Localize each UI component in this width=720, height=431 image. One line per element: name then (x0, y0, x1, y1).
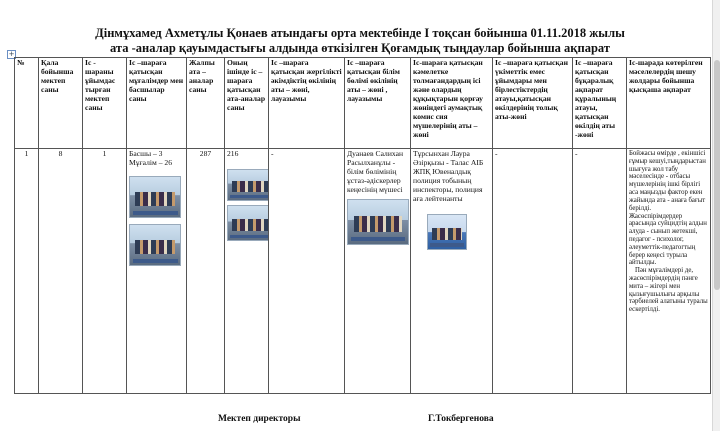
event-photo (347, 199, 409, 245)
ngo-cell: - (493, 149, 573, 394)
document-title-line-2: ата -аналар қауымдастығы алдында өткізілген Қоғамдық тыңдаулар бойынша ақпарат (110, 41, 610, 55)
summary-paragraph: Бойжасы өмірде , екіншісі ғұмыр кешуі,тыңдарыстан шығуға жол табу мәселесінде - отбасы мүшелерінің ішкі бірлігі аса маңызды фактор екен жайында ата - анаға бағыт берілді. (629, 150, 706, 212)
row-number: 1 (15, 149, 39, 394)
header-cell: Іс –шараға қатысқан жергілікті әкімдіктің өкілінің аты – жөні, лауазымы (269, 58, 345, 149)
header-cell: Іс-шарада көтерілген мәселелердің шешу жолдары бойынша қысқаша ақпарат (627, 58, 711, 149)
teachers-cell (127, 149, 187, 394)
header-cell: Оның ішінде іс –шараға қатысқан ата-аналар саны (225, 58, 269, 149)
header-cell: Іс –шараға қатысқан білім бөлімі өкілінің аты – жөні , лауазымы (345, 58, 411, 149)
header-cell: Іс –шараға қатысқан бұқаралық ақпарат құралының атауы, қатысқан өкілдің аты -жөні (573, 58, 627, 149)
scrollbar-thumb[interactable] (714, 60, 720, 290)
director-name: Г.Токбергенова (428, 414, 494, 424)
table-row (15, 149, 711, 394)
event-photo (227, 205, 269, 241)
event-photo (129, 224, 181, 266)
city-schools-count: 8 (39, 149, 83, 394)
commission-member: Тұрсынхан Лаура Әзірқызы - Талас АІБ ЖПҚ Ювеналдық полиция тобының инспекторы, полиция аға лейтенанты (413, 149, 484, 203)
table-move-handle-icon[interactable]: + (8, 50, 15, 58)
organizing-schools-count: 1 (83, 149, 127, 394)
header-cell: № (15, 58, 39, 149)
teachers-count: Басшы – 3 Мұғалім – 26 (129, 149, 172, 167)
total-parents-count: 287 (187, 149, 225, 394)
participating-parents-count: 216 (227, 149, 239, 158)
document-title-line-1: Дінмұхамед Ахметұлы Қонаев атындағы орта мектебінде І тоқсан бойынша 01.11.2018 жылы (95, 26, 625, 40)
education-dept-rep: Дуанаев Салихан Расылханұлы - білім бөлімінің ұстаз-әдіскерлер кеңесінің мүшесі (347, 149, 404, 194)
header-cell: Іс-шараға қатысқан кәмелетке толмағандардың ісі және олардың құқықтарын қорғау жөніндегі аумақтық комис сия мүшелерінің аты – жөні (411, 58, 493, 149)
summary-paragraph: Пән мұғалімдері де, жасөспірімдердің пәнге мита – жігері мен қызығушылығы арқылы тәрбиелей алатыны туралы ескертілді. (629, 267, 708, 314)
report-table (14, 57, 711, 394)
vertical-scrollbar[interactable] (712, 0, 720, 431)
director-label: Мектеп директоры (218, 414, 301, 424)
table-header-row (15, 58, 711, 149)
summary-cell (627, 149, 711, 394)
local-akimat-cell: - (269, 149, 345, 394)
event-photo (129, 176, 181, 218)
education-dept-cell (345, 149, 411, 394)
header-cell: Қала бойынша мектеп саны (39, 58, 83, 149)
event-photo (227, 169, 269, 201)
media-cell: - (573, 149, 627, 394)
header-cell: Іс –шараға қатысқан үкіметтік емес ұйымдары мен бірлестіктердің атауы,қатысқан өкілдерінің толық аты-жөні (493, 58, 573, 149)
header-cell: Іс - шараны ұйымдас тырған мектеп саны (83, 58, 127, 149)
header-cell: Жалпы ата – аналар саны (187, 58, 225, 149)
parents-cell (225, 149, 269, 394)
header-cell: Іс –шараға қатысқан мұғалімдер мен басшылар саны (127, 58, 187, 149)
event-photo (427, 214, 467, 250)
commission-cell (411, 149, 493, 394)
summary-paragraph: Жасөспірімдердер арасында суйцидтің алдын алуда - сынып жетекші, педагог - психолог, әлеуметтік-педагогтың берер кеңесі турыла айтылды. (629, 212, 707, 267)
